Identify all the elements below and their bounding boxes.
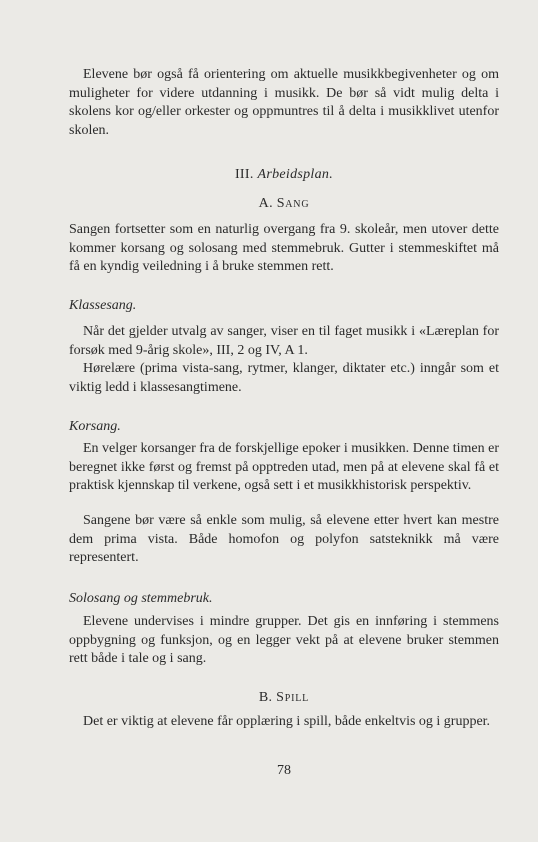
subsection-a-letter: A. [258,196,273,211]
korsang-paragraph-1: En velger korsanger fra de forskjellige epoker i musikken. Denne timen er beregnet ikke først og fremst på opptreden utad, men på at elevene skal få et praktisk kjennskap til verkene, også sett i et musikkhistorisk perspektiv. [69,441,499,493]
korsang-heading: Korsang. [69,419,121,434]
subsection-a-paragraph: Sangen fortsetter som en naturlig overgang fra 9. skoleår, men utover dette kommer korsang og solosang med stemmebruk. Gutter i stemmeskiftet må få en kyndig veiledning i å bruke stemmen rett. [69,222,499,274]
section-number: III. [234,167,254,182]
klassesang-heading: Klassesang. [69,298,137,313]
intro-paragraph: Elevene bør også få orientering om aktuelle musikkbegivenheter og om muligheter for videre utdanning i musikk. De bør så vidt mulig delta i skolens kor og/eller orkester og oppmuntres til å delta i musikklivet utenfor skolen. [69,67,499,138]
section-title: Arbeidsplan. [257,167,334,182]
subsection-b-letter: B. [258,690,273,705]
klassesang-paragraph-1: Når det gjelder utvalg av sanger, viser en til faget musikk i «Læreplan for forsøk med 9-årig skole», III, 2 og IV, A 1. [69,324,499,358]
solosang-heading: Solosang og stemmebruk. [69,591,213,606]
subsection-b-paragraph: Det er viktig at elevene får opplæring i spill, både enkeltvis og i grupper. [83,714,491,729]
solosang-paragraph: Elevene undervises i mindre grupper. Det gis en innføring i stemmens oppbygning og funksjon, og en legger vekt på at elevene bruker stemmen rett både i tale og i sang. [69,614,499,666]
subsection-b-heading [69,689,499,708]
subsection-a-heading [69,195,499,214]
subsection-a-title: Sang [276,196,310,211]
subsection-b-title: Spill [276,690,310,705]
section-heading [69,166,499,185]
page-number: 78 [277,763,291,778]
klassesang-paragraph-2: Hørelære (prima vista-sang, rytmer, klanger, diktater etc.) inngår som et viktig ledd i klassesangtimene. [69,361,499,395]
korsang-paragraph-2: Sangene bør være så enkle som mulig, så elevene etter hvert kan mestre dem prima vista. Både homofon og polyfon satsteknikk må være representert. [69,513,499,565]
